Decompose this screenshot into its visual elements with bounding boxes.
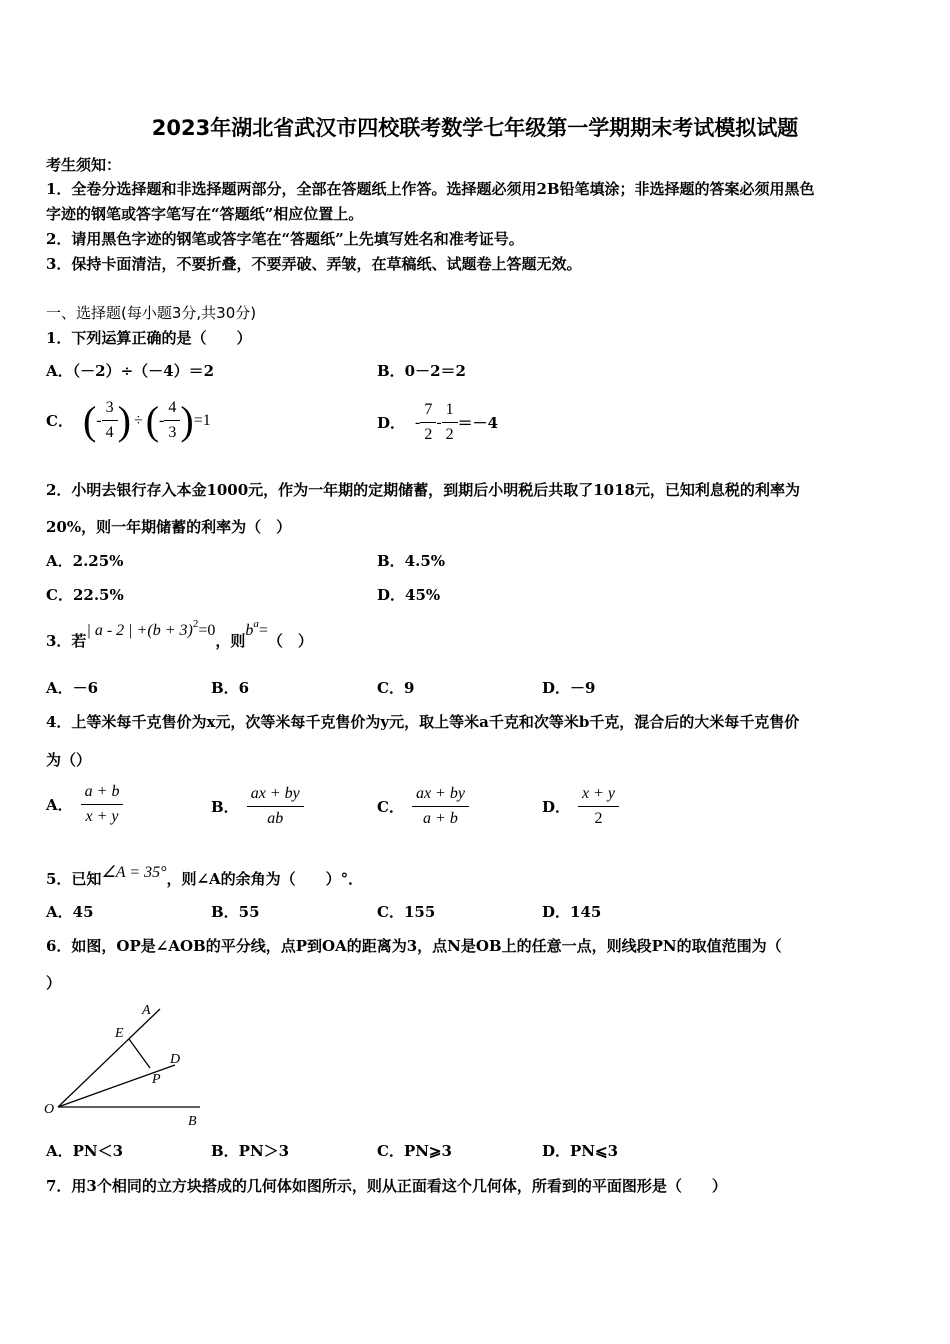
q2-option-c: C．22.5% [46,586,124,604]
q3-post: （ ） [267,632,313,650]
q3-equals: = [258,622,268,639]
q5-angle: ∠A = 35° [101,864,167,881]
q1-c-num2: 4 [164,398,180,421]
q4-c-den: a + b [423,810,458,827]
q4-option-b [211,784,304,829]
q4-a-den: x + y [85,808,119,825]
q1-d-minus: - [436,413,442,431]
q4-d-fraction [578,784,619,829]
q4-stem-1: 4．上等米每千克售价为x元，次等米每千克售价为y元，取上等米a千克和次等米b千克，混合后的大米每千克售价 [46,713,800,731]
q1-d-neg: - [415,413,421,431]
notice-line-3: 3．保持卡面清洁，不要折叠，不要弄破、弄皱，在草稿纸、试题卷上答题无效。 [46,255,582,273]
q1-d-fraction-2 [442,400,458,445]
q3-option-d: D．－9 [542,679,596,697]
q5-option-b: B．55 [211,903,260,921]
q6-option-d: D．PN⩽3 [542,1142,619,1160]
q2-option-a: A．2.25% [46,552,124,570]
q5-post: ，则∠A的余角为（ ）°． [166,870,364,888]
q1-option-a: A．（－2）÷（－4）＝2 [46,362,215,380]
q5-pre: 5．已知 [46,870,102,888]
section-heading: 一、选择题(每小题3分,共30分) [46,304,257,322]
q1-d-den1: 2 [424,426,433,443]
q7-stem: 7．用3个相同的立方块搭成的几何体如图所示，则从正面看这个几何体，所看到的平面图形是（ ） [46,1177,727,1195]
q4-a-label: A． [46,796,73,814]
q5-option-a: A．45 [46,903,94,921]
notice-line-2: 2．请用黑色字迹的钢笔或答字笔在“答题纸”上先填写姓名和准考证号。 [46,230,524,248]
right-paren: ) [180,397,194,443]
q2-option-b: B．4.5% [377,552,446,570]
q6-stem-2: ） [46,974,62,992]
label-e: E [115,1026,124,1041]
label-p: P [152,1072,161,1087]
q1-c-fraction-2 [164,398,180,443]
q3-exponent: 2 [192,618,199,630]
q5-option-d: D．145 [542,903,602,921]
q4-c-label: C． [377,798,404,816]
q1-d-fraction-1 [420,400,436,445]
q4-b-fraction [247,784,304,829]
segment-pe [129,1039,150,1068]
q4-b-num: ax + by [247,784,304,807]
q4-option-c [377,784,469,829]
q1-d-label: D． [377,414,406,432]
label-d: D [170,1052,181,1067]
q1-stem: 1．下列运算正确的是（ ） [46,329,252,347]
left-paren: ( [145,397,160,443]
q3-stem [46,618,313,651]
notice-line-1: 1．全卷分选择题和非选择题两部分，全部在答题纸上作答。选择题必须用2B铅笔填涂；非选择题的答案必须用黑色 [46,180,815,198]
q1-d-eq: ＝－4 [457,414,499,432]
q1-c-num1: 3 [102,398,118,421]
q1-c-den1: 4 [105,424,114,441]
q1-c-neg2: - [159,411,165,429]
page-title: 2023年湖北省武汉市四校联考数学七年级第一学期期末考试模拟试题 [151,116,799,140]
q1-option-b: B．0－2＝2 [377,362,466,380]
q1-d-num2: 1 [442,400,458,423]
q4-a-num: a + b [81,782,124,805]
q4-c-num: ax + by [412,784,469,807]
q3-mid: ，则 [215,632,246,650]
q3-option-a: A．－6 [46,679,99,697]
q3-expression: | a - 2 | +(b + 3) [86,622,193,639]
q4-option-d [542,784,619,829]
q1-c-neg1: - [96,411,102,429]
q1-c-fraction-1 [102,398,118,443]
label-o: O [44,1102,55,1117]
q3-superscript: a [253,618,259,630]
q4-d-label: D． [542,798,571,816]
q3-option-b: B．6 [211,679,250,697]
q6-option-b: B．PN＞3 [211,1142,290,1160]
q2-stem-1: 2．小明去银行存入本金1000元，作为一年期的定期储蓄，到期后小明税后共取了1018元，已知利息税的利率为 [46,481,800,499]
q4-a-fraction [81,782,124,827]
q1-option-c [46,398,211,443]
q5-option-c: C．155 [377,903,436,921]
q4-b-label: B． [211,798,239,816]
q1-d-num1: 7 [420,400,436,423]
notice-heading: 考生须知： [46,156,122,174]
q1-d-den2: 2 [445,426,454,443]
q3-b: b [245,622,254,639]
q1-c-div: ÷ [133,411,143,429]
q4-d-num: x + y [578,784,619,807]
q6-stem-1: 6．如图，OP是∠AOB的平分线，点P到OA的距离为3，点N是OB上的任意一点，则线段PN的取值范围为（ [46,937,782,955]
ray-oa [58,1009,160,1107]
angle-bisector-figure [40,995,220,1135]
q3-option-c: C．9 [377,679,415,697]
q4-c-fraction [412,784,469,829]
q1-option-d [377,400,498,445]
q1-c-eq: =1 [193,411,211,429]
q1-c-den2: 3 [168,424,177,441]
notice-line-1b: 字迹的钢笔或答字笔写在“答题纸”相应位置上。 [46,205,364,223]
left-paren: ( [82,397,97,443]
label-b: B [188,1114,197,1129]
q6-option-c: C．PN⩾3 [377,1142,452,1160]
q4-option-a [46,782,123,827]
q4-b-den: ab [267,810,284,827]
q4-stem-2: 为（） [46,751,92,769]
right-paren: ) [117,397,131,443]
q3-eq-zero: =0 [198,622,216,639]
q1-c-label: C． [46,412,73,430]
q2-option-d: D．45% [377,586,441,604]
q3-pre: 3．若 [46,632,87,650]
q6-option-a: A．PN＜3 [46,1142,124,1160]
label-a: A [142,1003,151,1018]
q5-stem [46,866,363,889]
q4-d-den: 2 [594,810,603,827]
q2-stem-2: 20%，则一年期储蓄的利率为（ ） [46,518,292,536]
